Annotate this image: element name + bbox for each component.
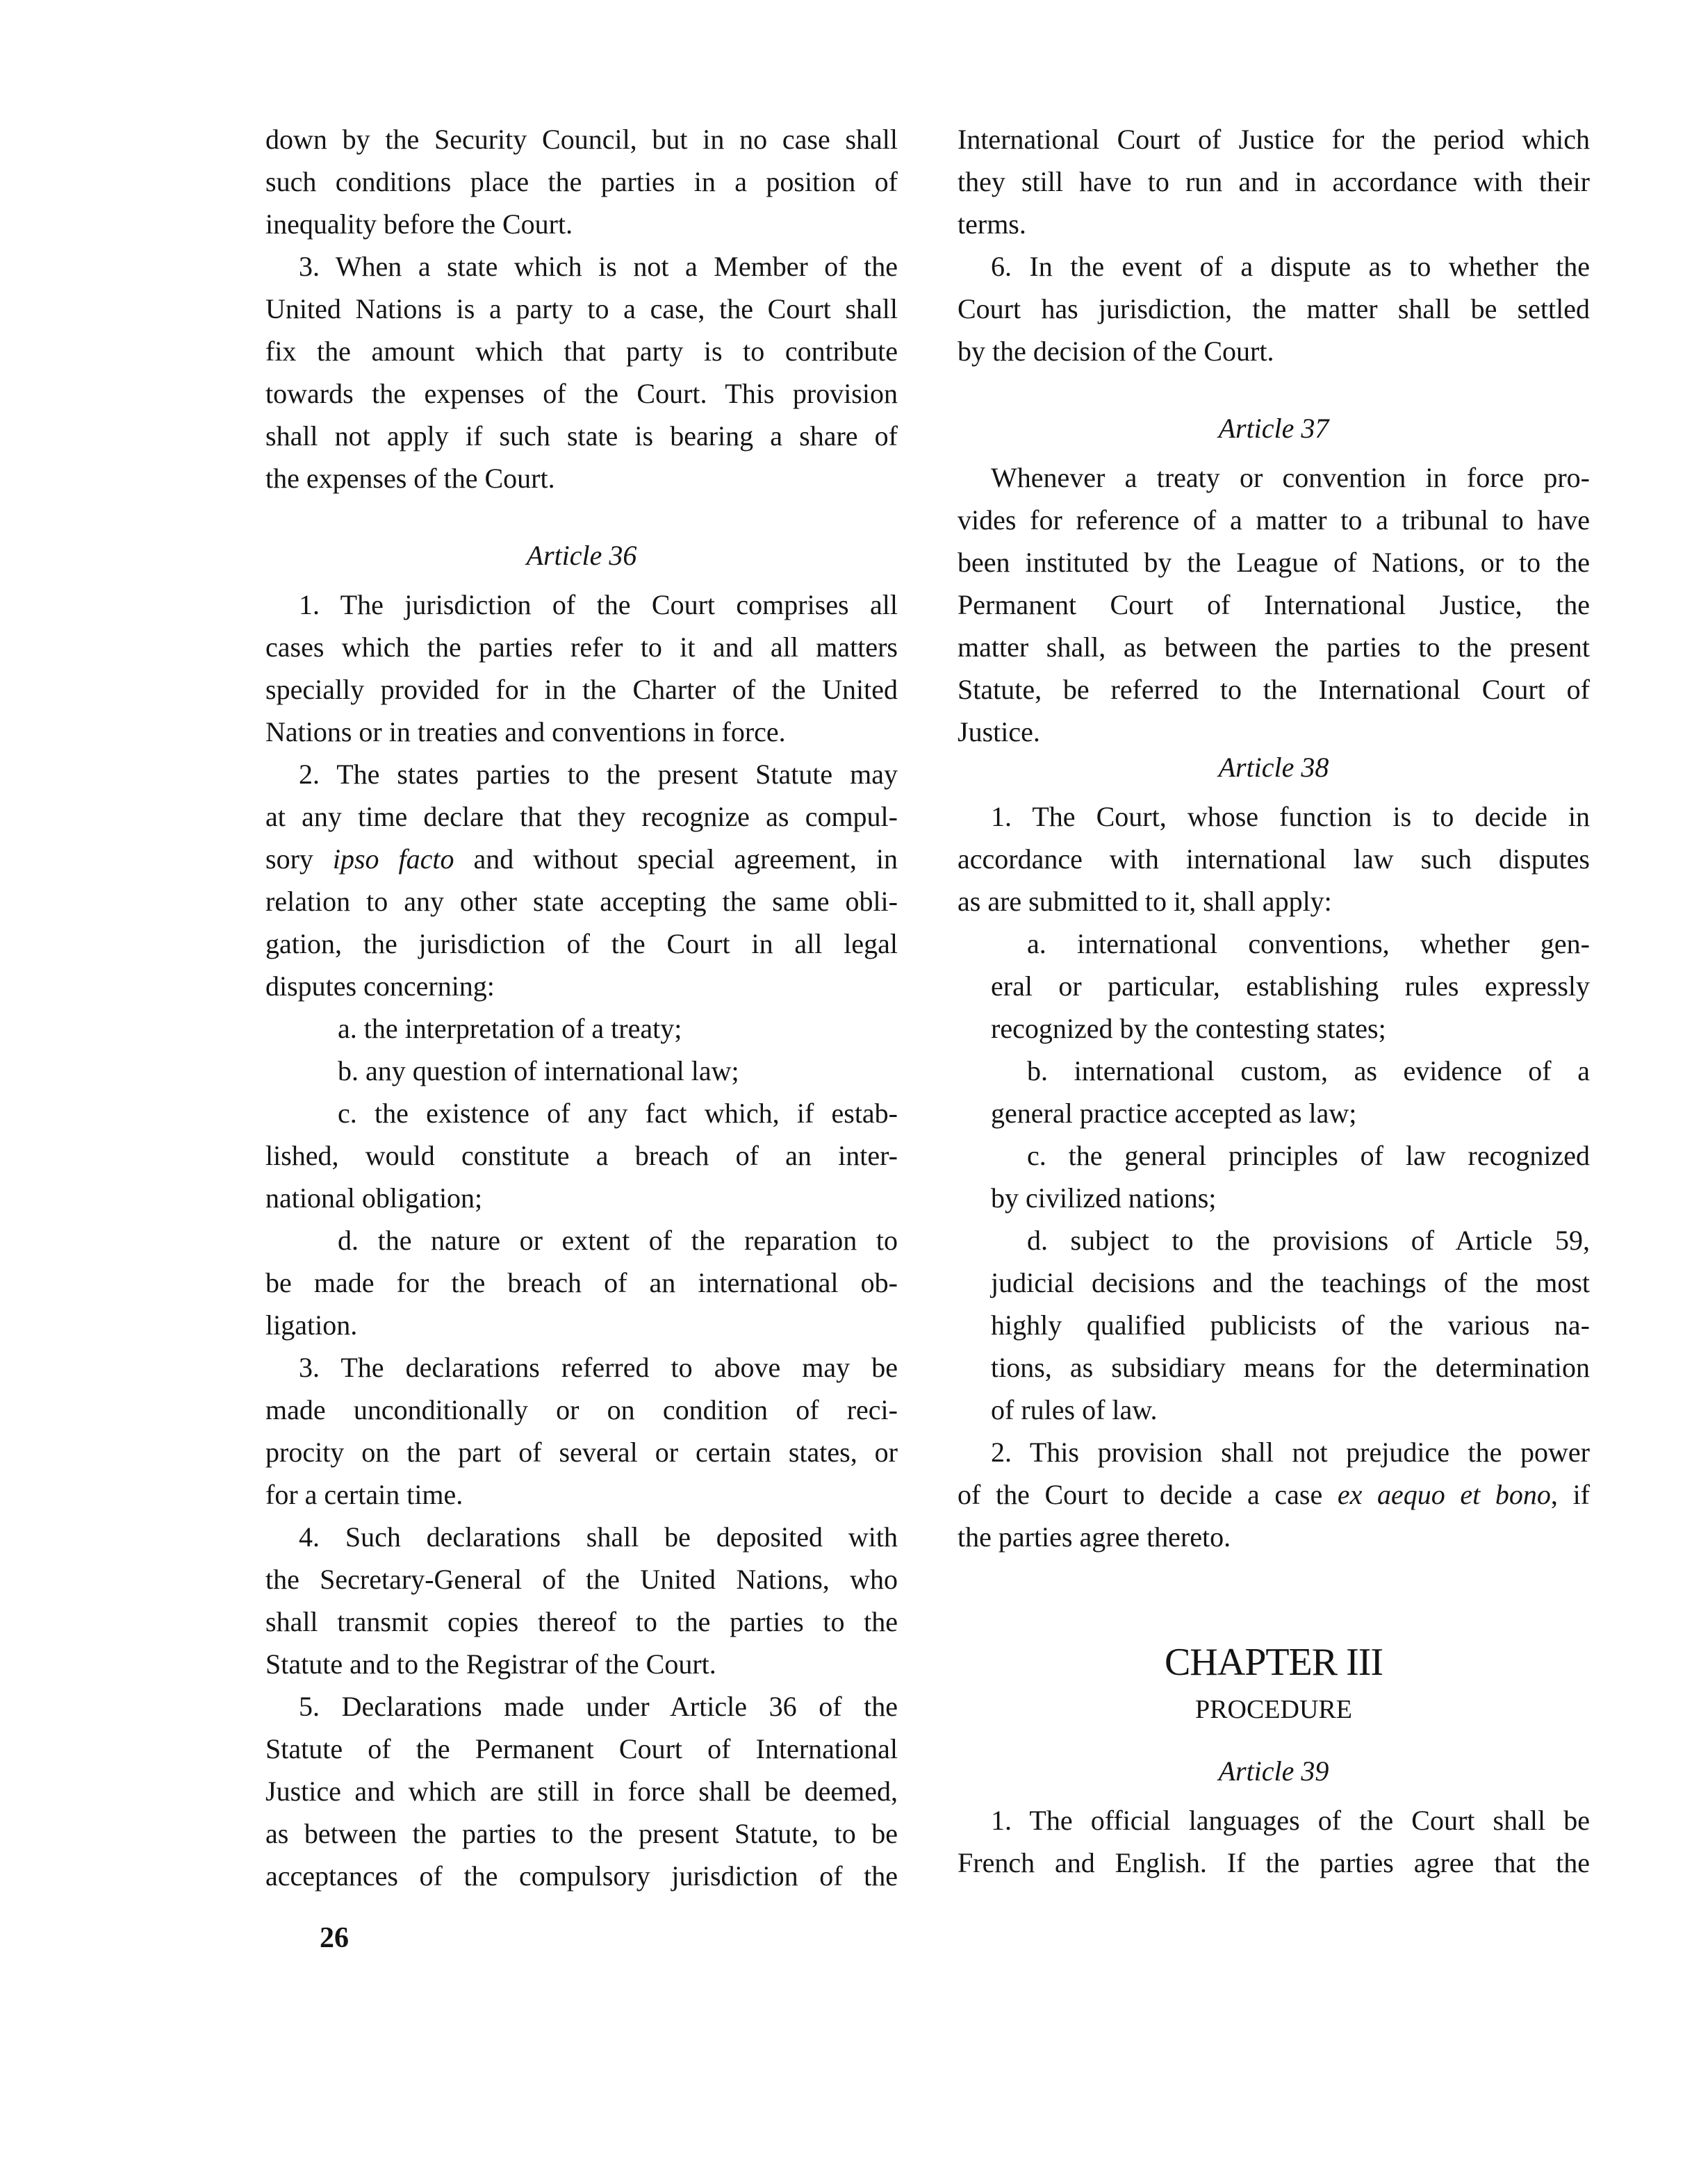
- text-line: the parties agree thereto.: [958, 1521, 1231, 1553]
- paragraph: [265, 1092, 898, 1219]
- text-line: 1. The jurisdiction of the Court comprises all: [299, 589, 898, 620]
- article-heading: Article 36: [526, 540, 637, 571]
- text-line: Court has jurisdiction, the matter shall be settled: [958, 293, 1590, 324]
- paragraph: [265, 118, 898, 245]
- latin-phrase: ex aequo et bono: [1337, 1479, 1551, 1510]
- text-line: disputes concerning:: [265, 970, 495, 1002]
- text-line: recognized by the contesting states;: [991, 1013, 1386, 1044]
- text-line: of rules of law.: [991, 1394, 1158, 1425]
- text-line: Statute and to the Registrar of the Court.: [265, 1648, 716, 1680]
- left-column: [265, 118, 898, 1897]
- paragraph: [958, 795, 1590, 923]
- article-heading: Article 37: [1218, 413, 1329, 444]
- text-line: Nations or in treaties and conventions in force.: [265, 716, 786, 747]
- paragraph: [958, 1799, 1590, 1884]
- text-line: tions, as subsidiary means for the determination: [991, 1352, 1590, 1383]
- text-line: 5. Declarations made under Article 36 of the: [299, 1691, 898, 1722]
- text-line: for a certain time.: [265, 1479, 463, 1510]
- paragraph: [265, 753, 898, 1007]
- text-line: the expenses of the Court.: [265, 463, 555, 494]
- text-line: shall transmit copies thereof to the parties to the: [265, 1606, 898, 1637]
- paragraph: [958, 456, 1590, 753]
- paragraph: [958, 118, 1590, 245]
- text-line: a. international conventions, whether gen-: [1027, 928, 1590, 959]
- paragraph: [265, 1219, 898, 1346]
- text-line: by civilized nations;: [991, 1182, 1217, 1214]
- paragraph: [958, 923, 1590, 1050]
- text-line: b. any question of international law;: [338, 1055, 739, 1086]
- text-line: vides for reference of a matter to a tribunal to have: [958, 504, 1590, 536]
- text-line: a. the interpretation of a treaty;: [338, 1013, 682, 1044]
- article-heading: Article 39: [1218, 1755, 1329, 1787]
- text-line: Statute, be referred to the International Court of: [958, 674, 1590, 705]
- text-line: c. the existence of any fact which, if estab-: [338, 1098, 898, 1129]
- text-line: Whenever a treaty or convention in force pro-: [991, 462, 1590, 493]
- text-line: gation, the jurisdiction of the Court in all legal: [265, 928, 898, 959]
- text-line: relation to any other state accepting the same obli-: [265, 886, 898, 917]
- text-line: general practice accepted as law;: [991, 1098, 1357, 1129]
- text-line: of the Court to decide a case ex aequo et bono, if: [958, 1479, 1590, 1510]
- paragraph: [958, 1219, 1590, 1431]
- text-line: Statute of the Permanent Court of International: [265, 1733, 898, 1764]
- text-line: 6. In the event of a dispute as to whether the: [991, 251, 1590, 282]
- text-line: 3. The declarations referred to above may be: [299, 1352, 898, 1383]
- text-line: terms.: [958, 208, 1026, 240]
- text-line: Justice and which are still in force shall be deemed,: [265, 1776, 898, 1807]
- text-line: fix the amount which that party is to contribute: [265, 336, 898, 367]
- text-line: judicial decisions and the teachings of the most: [991, 1267, 1590, 1298]
- paragraph: [265, 1346, 898, 1516]
- paragraph: [265, 1007, 898, 1050]
- chapter-subtitle: PROCEDURE: [1195, 1695, 1352, 1724]
- text-line: towards the expenses of the Court. This provision: [265, 378, 898, 409]
- text-line: cases which the parties refer to it and all matters: [265, 631, 898, 663]
- text-line: highly qualified publicists of the various na-: [991, 1309, 1590, 1341]
- article-heading: Article 38: [1218, 752, 1329, 783]
- right-column: [958, 118, 1590, 1884]
- latin-phrase: ipso facto: [332, 843, 454, 875]
- text-line: c. the general principles of law recognized: [1027, 1140, 1590, 1171]
- text-line: International Court of Justice for the period which: [958, 124, 1590, 155]
- text-line: French and English. If the parties agree that the: [958, 1847, 1590, 1878]
- paragraph: [265, 584, 898, 753]
- text-line: ligation.: [265, 1309, 358, 1341]
- text-line: made unconditionally or on condition of reci-: [265, 1394, 898, 1425]
- text-line: procity on the part of several or certain states, or: [265, 1437, 898, 1468]
- text-line: shall not apply if such state is bearing a share of: [265, 420, 898, 452]
- text-line: d. subject to the provisions of Article 59,: [1027, 1225, 1590, 1256]
- text-line: down by the Security Council, but in no case shall: [265, 124, 898, 155]
- text-line: matter shall, as between the parties to the present: [958, 631, 1590, 663]
- paragraph: [958, 245, 1590, 372]
- chapter-title: CHAPTER III: [1164, 1641, 1383, 1684]
- paragraph: [958, 1134, 1590, 1219]
- text-line: national obligation;: [265, 1182, 483, 1214]
- text-line: as between the parties to the present Statute, to be: [265, 1818, 898, 1849]
- text-line: as are submitted to it, shall apply:: [958, 886, 1332, 917]
- text-line: at any time declare that they recognize as compul-: [265, 801, 898, 832]
- text-line: accordance with international law such disputes: [958, 843, 1590, 875]
- text-line: specially provided for in the Charter of the United: [265, 674, 898, 705]
- text-line: 3. When a state which is not a Member of the: [299, 251, 898, 282]
- page-number: 26: [320, 1922, 349, 1954]
- text-line: sory ipso facto and without special agreement, in: [265, 843, 898, 875]
- paragraph: [958, 1050, 1590, 1134]
- text-line: Permanent Court of International Justice, the: [958, 589, 1590, 620]
- text-line: such conditions place the parties in a position of: [265, 166, 898, 197]
- paragraph: [265, 1050, 898, 1092]
- text-line: by the decision of the Court.: [958, 336, 1274, 367]
- text-line: 4. Such declarations shall be deposited with: [299, 1521, 898, 1553]
- paragraph: [265, 1516, 898, 1685]
- text-line: United Nations is a party to a case, the Court shall: [265, 293, 898, 324]
- text-line: they still have to run and in accordance with their: [958, 166, 1590, 197]
- text-line: d. the nature or extent of the reparation to: [338, 1225, 898, 1256]
- text-line: Justice.: [958, 716, 1040, 747]
- text-line: eral or particular, establishing rules expressly: [991, 970, 1590, 1002]
- paragraph: [265, 245, 898, 499]
- text-line: the Secretary-General of the United Nations, who: [265, 1564, 898, 1595]
- paragraph: [958, 1431, 1590, 1558]
- text-line: 1. The official languages of the Court shall be: [991, 1805, 1590, 1836]
- text-line: 2. This provision shall not prejudice the power: [991, 1437, 1590, 1468]
- text-line: 1. The Court, whose function is to decide in: [991, 801, 1590, 832]
- text-line: been instituted by the League of Nations, or to the: [958, 547, 1590, 578]
- text-line: lished, would constitute a breach of an inter-: [265, 1140, 898, 1171]
- paragraph: [265, 1685, 898, 1897]
- text-line: inequality before the Court.: [265, 208, 573, 240]
- text-line: 2. The states parties to the present Statute may: [299, 759, 898, 790]
- text-line: acceptances of the compulsory jurisdiction of the: [265, 1860, 898, 1892]
- text-line: b. international custom, as evidence of a: [1027, 1055, 1590, 1086]
- text-line: be made for the breach of an international ob-: [265, 1267, 898, 1298]
